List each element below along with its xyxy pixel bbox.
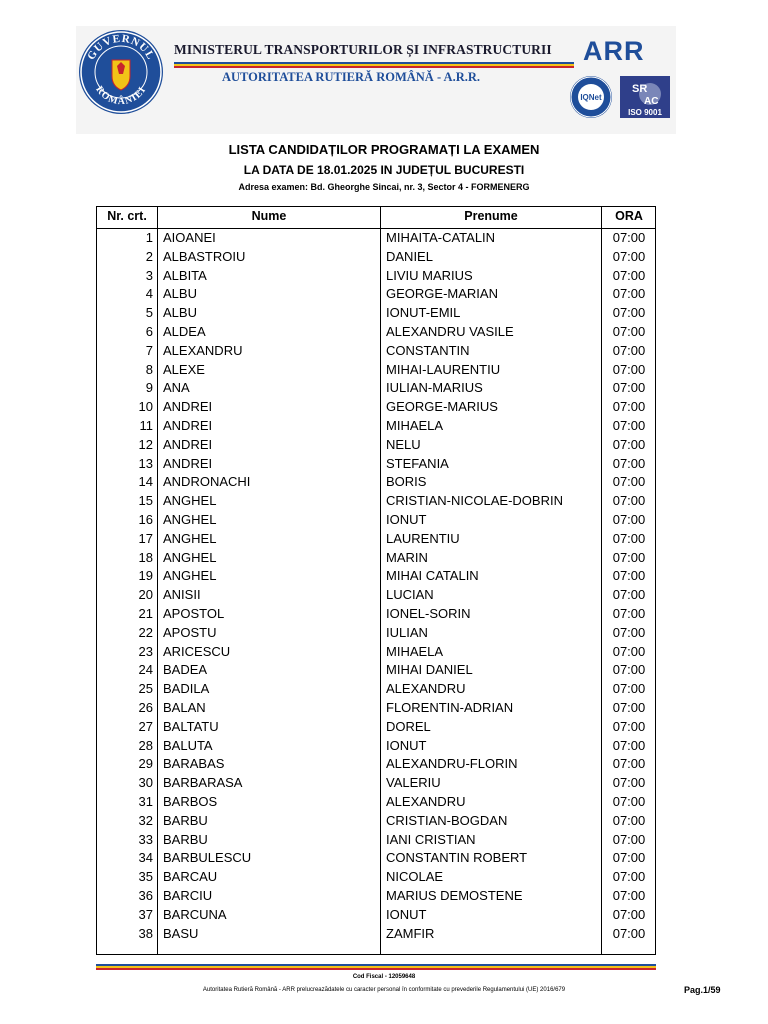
row-nr: 13 [138, 455, 153, 471]
row-prenume: IONEL-SORIN [386, 606, 471, 621]
footer-stripe-red [96, 968, 656, 970]
row-nr: 38 [138, 925, 153, 941]
table-row [97, 586, 655, 605]
row-prenume: NICOLAE [386, 869, 444, 885]
row-nume: BARBU [163, 831, 208, 847]
row-ora: 07:00 [612, 361, 646, 377]
row-nr: 32 [138, 812, 153, 828]
row-nume: BALUTA [163, 737, 213, 753]
row-ora: 07:00 [612, 794, 646, 809]
row-prenume: MARIUS DEMOSTENE [386, 888, 523, 903]
row-ora: 07:00 [612, 662, 646, 678]
row-nr: 5 [145, 305, 153, 321]
table-row [97, 455, 655, 474]
table-row [97, 342, 655, 361]
row-nume: ANA [163, 380, 190, 396]
row-prenume: LAURENTIU [386, 530, 460, 546]
row-nr: 23 [138, 643, 153, 659]
row-nume: ALEXANDRU [163, 342, 243, 358]
arr-logo: ARR [583, 36, 645, 66]
row-nr: 22 [138, 624, 153, 640]
row-nume: ANGHEL [163, 530, 217, 546]
row-nr: 34 [138, 850, 153, 866]
row-nr: 17 [138, 530, 153, 546]
row-nume: BALAN [163, 700, 206, 715]
table-row [97, 473, 655, 492]
row-ora: 07:00 [612, 718, 646, 734]
row-prenume: LUCIAN [386, 587, 434, 603]
row-prenume: ZAMFIR [386, 925, 435, 941]
row-nr: 16 [138, 512, 153, 527]
row-prenume: IONUT-EMIL [386, 305, 461, 321]
row-nr: 30 [138, 775, 153, 791]
row-prenume: CRISTIAN-NICOLAE-DOBRIN [386, 493, 563, 509]
table-row [97, 323, 655, 342]
row-nr: 4 [145, 286, 153, 302]
row-ora: 07:00 [612, 737, 646, 753]
table-row [97, 567, 655, 586]
row-ora: 07:00 [612, 549, 646, 565]
row-nr: 20 [138, 587, 153, 603]
row-nr: 31 [138, 794, 153, 809]
table-row [97, 699, 655, 718]
header-stripe-red [174, 66, 574, 68]
srac-certification-logo [620, 76, 670, 118]
row-nr: 36 [138, 888, 153, 903]
exam-address-line: Adresa examen: Bd. Gheorghe Sincai, nr. 3, Sector 4 - FORMENERG [238, 182, 530, 192]
row-nume: BARBULESCU [163, 850, 252, 866]
row-nume: ANGHEL [163, 568, 217, 584]
row-prenume: DANIEL [386, 248, 433, 264]
row-nume: APOSTOL [163, 606, 225, 621]
row-prenume: MIHAELA [386, 418, 444, 433]
row-ora: 07:00 [612, 512, 646, 527]
row-nr: 3 [145, 267, 153, 283]
row-nr: 1 [145, 230, 153, 245]
row-nume: ALBU [163, 305, 197, 321]
seal-top-text: GUVERNUL [85, 32, 157, 63]
header-nume: Nume [251, 209, 287, 223]
authority-name: AUTORITATEA RUTIERĂ ROMÂNĂ - A.R.R. [222, 70, 481, 84]
table-row [97, 661, 655, 680]
row-prenume: LIVIU MARIUS [386, 267, 473, 283]
row-prenume: IONUT [386, 737, 427, 753]
row-ora: 07:00 [612, 587, 646, 603]
row-nr: 15 [138, 493, 153, 509]
row-nr: 10 [138, 399, 153, 415]
row-nr: 14 [138, 474, 153, 490]
header-ora: ORA [615, 209, 643, 223]
header-nr: Nr. crt. [107, 209, 147, 223]
row-prenume: STEFANIA [386, 455, 449, 471]
seal-bottom-text: ROMÂNIEI [93, 84, 149, 108]
row-nume: ANDREI [163, 436, 213, 452]
row-prenume: IONUT [386, 906, 427, 922]
exam-date-line: LA DATA DE 18.01.2025 IN JUDEȚUL BUCURESTI [243, 163, 525, 177]
table-row [97, 511, 655, 530]
row-nr: 12 [138, 436, 153, 452]
row-ora: 07:00 [612, 906, 646, 922]
row-ora: 07:00 [612, 888, 646, 903]
row-ora: 07:00 [612, 681, 646, 697]
row-ora: 07:00 [612, 756, 646, 772]
row-ora: 07:00 [612, 305, 646, 321]
iqnet-certification-logo [570, 76, 612, 118]
header-prenume: Prenume [464, 209, 518, 223]
row-ora: 07:00 [612, 831, 646, 847]
row-nume: AIOANEI [163, 230, 216, 245]
row-prenume: IULIAN-MARIUS [386, 380, 483, 396]
row-prenume: CRISTIAN-BOGDAN [386, 812, 508, 828]
row-prenume: MIHAELA [386, 643, 444, 659]
row-nume: BARCIU [163, 888, 213, 903]
table-row [97, 605, 655, 624]
row-prenume: ALEXANDRU-FLORIN [386, 756, 518, 772]
row-ora: 07:00 [612, 530, 646, 546]
row-nume: BASU [163, 925, 199, 941]
row-nr: 33 [138, 831, 153, 847]
row-ora: 07:00 [612, 267, 646, 283]
table-row [97, 530, 655, 549]
row-nume: ANDREI [163, 399, 213, 415]
row-nume: ALEXE [163, 361, 205, 377]
row-nume: ANGHEL [163, 493, 217, 509]
row-nume: ALBASTROIU [163, 248, 246, 264]
table-row [97, 624, 655, 643]
row-nume: ALDEA [163, 324, 206, 339]
government-seal [79, 30, 163, 114]
table-row [97, 267, 655, 286]
row-nume: ALBITA [163, 267, 207, 283]
row-nume: ANDREI [163, 418, 213, 433]
document-title: LISTA CANDIDAȚILOR PROGRAMAȚI LA EXAMEN [228, 142, 540, 157]
svg-text:SR: SR [632, 83, 648, 95]
row-ora: 07:00 [612, 286, 646, 302]
row-prenume: IULIAN [386, 624, 428, 640]
row-nr: 28 [138, 737, 153, 753]
table-row [97, 248, 655, 267]
row-ora: 07:00 [612, 700, 646, 715]
table-row [97, 737, 655, 756]
row-nume: BALTATU [163, 718, 219, 734]
row-ora: 07:00 [612, 925, 646, 941]
row-ora: 07:00 [612, 342, 646, 358]
row-prenume: DOREL [386, 718, 431, 734]
gdpr-disclaimer: Autoritatea Rutieră Română - ARR prelucreazădatele cu caracter personal în conformitate cu prevederile Regulamentului (UE) 2016/679 [202, 987, 566, 993]
table-row [97, 549, 655, 568]
row-ora: 07:00 [612, 493, 646, 509]
row-prenume: MIHAI DANIEL [386, 662, 473, 678]
svg-text:AC: AC [644, 96, 659, 107]
row-prenume: GEORGE-MARIUS [386, 399, 498, 415]
row-nr: 21 [138, 606, 153, 621]
table-row [97, 285, 655, 304]
row-nr: 18 [138, 549, 153, 565]
table-row [97, 718, 655, 737]
table-row [97, 304, 655, 323]
row-ora: 07:00 [612, 643, 646, 659]
table-row [97, 755, 655, 774]
row-ora: 07:00 [612, 624, 646, 640]
row-ora: 07:00 [612, 812, 646, 828]
table-row [97, 361, 655, 380]
row-nr: 27 [138, 718, 153, 734]
row-nr: 26 [138, 700, 153, 715]
row-ora: 07:00 [612, 606, 646, 621]
row-nr: 9 [145, 380, 153, 396]
row-prenume: GEORGE-MARIAN [386, 286, 498, 302]
table-row [97, 868, 655, 887]
row-nume: ANGHEL [163, 512, 217, 527]
row-prenume: ALEXANDRU VASILE [386, 324, 514, 339]
row-nume: BARBARASA [163, 775, 243, 791]
row-prenume: FLORENTIN-ADRIAN [386, 700, 514, 715]
row-ora: 07:00 [612, 399, 646, 415]
table-row [97, 849, 655, 868]
row-prenume: IONUT [386, 512, 427, 527]
row-ora: 07:00 [612, 775, 646, 791]
ministry-name: MINISTERUL TRANSPORTURILOR ȘI INFRASTRUCTURII [174, 42, 552, 57]
table-row [97, 398, 655, 417]
row-nr: 24 [138, 662, 153, 678]
table-row [97, 793, 655, 812]
row-nr: 2 [145, 248, 153, 264]
row-ora: 07:00 [612, 418, 646, 433]
table-row [97, 680, 655, 699]
row-ora: 07:00 [612, 230, 646, 245]
row-prenume: ALEXANDRU [386, 794, 466, 809]
iso-label: ISO 9001 [628, 108, 662, 117]
table-row [97, 831, 655, 850]
row-prenume: MIHAITA-CATALIN [386, 230, 496, 245]
table-row [97, 379, 655, 398]
row-nume: BADEA [163, 662, 208, 678]
row-nr: 11 [139, 418, 153, 433]
row-nr: 37 [138, 906, 153, 922]
candidates-table [96, 206, 656, 955]
row-nume: ANGHEL [163, 549, 217, 565]
table-row [97, 417, 655, 436]
row-prenume: BORIS [386, 474, 427, 490]
row-prenume: CONSTANTIN ROBERT [386, 850, 528, 866]
row-nume: ARICESCU [163, 643, 231, 659]
row-nume: ALBU [163, 286, 197, 302]
row-ora: 07:00 [612, 850, 646, 866]
row-ora: 07:00 [612, 380, 646, 396]
row-nr: 25 [138, 681, 153, 697]
row-prenume: IANI CRISTIAN [386, 831, 476, 847]
row-prenume: NELU [386, 436, 421, 452]
row-nume: BADILA [163, 681, 210, 697]
table-row [97, 812, 655, 831]
row-nume: APOSTU [163, 624, 217, 640]
table-row [97, 436, 655, 455]
page-number: Pag.1/59 [684, 985, 721, 995]
row-ora: 07:00 [612, 248, 646, 264]
row-nr: 6 [145, 324, 153, 339]
row-nume: ANDRONACHI [163, 474, 251, 490]
row-nume: BARCAU [163, 869, 218, 885]
row-prenume: VALERIU [386, 775, 441, 791]
row-ora: 07:00 [612, 568, 646, 584]
table-row [97, 643, 655, 662]
row-ora: 07:00 [612, 436, 646, 452]
row-nume: BARBU [163, 812, 208, 828]
row-ora: 07:00 [612, 324, 646, 339]
table-row [97, 229, 655, 248]
row-nume: ANISII [163, 587, 201, 603]
row-ora: 07:00 [612, 474, 646, 490]
row-nume: ANDREI [163, 455, 213, 471]
row-prenume: MIHAI CATALIN [386, 568, 479, 584]
row-nr: 7 [145, 342, 153, 358]
table-row [97, 887, 655, 906]
row-nr: 35 [138, 869, 153, 885]
row-nr: 19 [138, 568, 153, 584]
table-row [97, 774, 655, 793]
row-prenume: ALEXANDRU [386, 681, 466, 697]
row-ora: 07:00 [612, 455, 646, 471]
row-prenume: CONSTANTIN [386, 342, 470, 358]
table-row [97, 925, 655, 944]
svg-text:IQNet: IQNet [580, 93, 602, 102]
row-nr: 29 [138, 756, 153, 772]
row-prenume: MARIN [386, 549, 428, 565]
row-prenume: MIHAI-LAURENTIU [386, 361, 501, 377]
row-nume: BARABAS [163, 756, 225, 772]
table-row [97, 492, 655, 511]
row-nr: 8 [145, 361, 153, 377]
table-row [97, 906, 655, 925]
row-nume: BARBOS [163, 794, 218, 809]
row-ora: 07:00 [612, 869, 646, 885]
row-nume: BARCUNA [163, 906, 227, 922]
cod-fiscal: Cod Fiscal - 12059648 [352, 974, 416, 980]
